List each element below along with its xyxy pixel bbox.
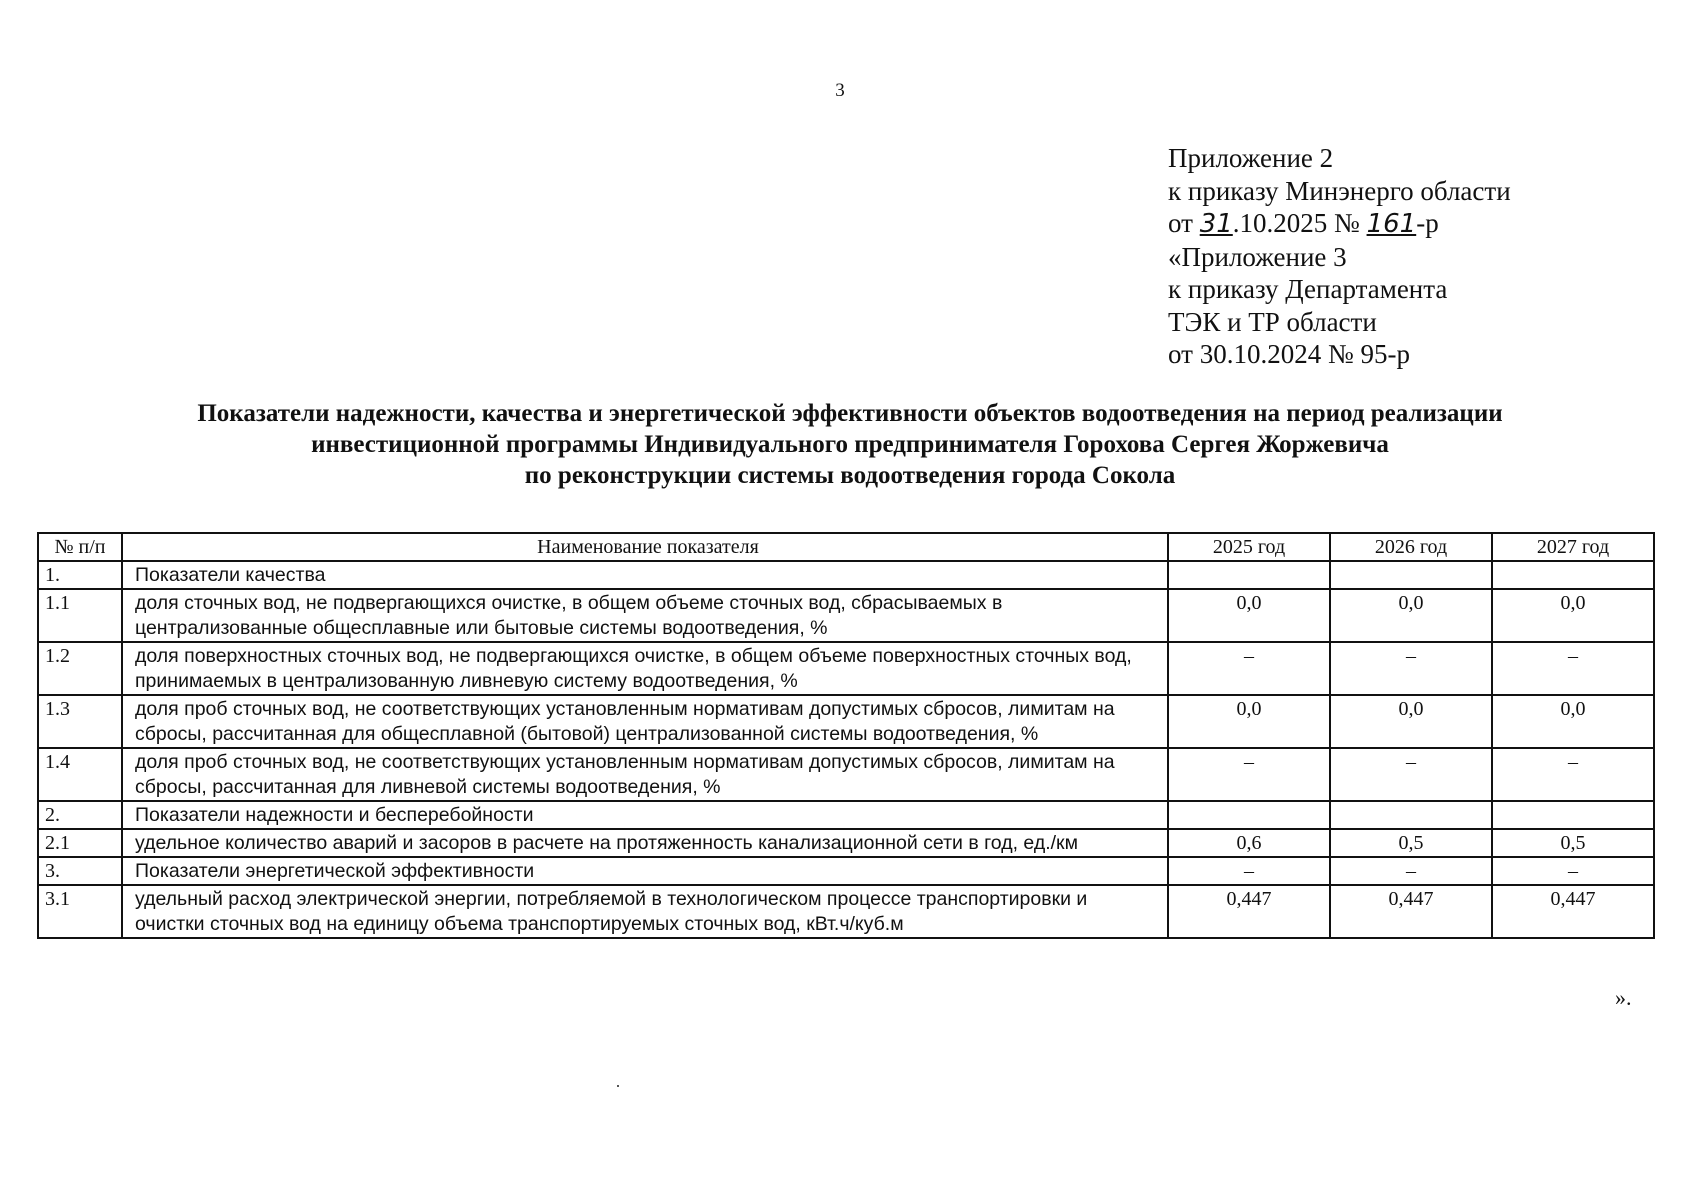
- table-row: [38, 589, 1654, 642]
- row-num: 1.: [38, 561, 122, 589]
- row-num: 1.2: [38, 642, 122, 695]
- header-2027: 2027 год: [1492, 533, 1654, 561]
- row-value-2027: –: [1492, 857, 1654, 885]
- appendix-line: от 30.10.2024 № 95-р: [1168, 339, 1410, 369]
- row-value-2027: 0,5: [1492, 829, 1654, 857]
- scan-speck: [617, 1085, 619, 1087]
- appendix-block: [1168, 142, 1511, 371]
- row-value-2027: [1492, 561, 1654, 589]
- table-row: [38, 829, 1654, 857]
- handwritten-day: 31: [1199, 209, 1233, 239]
- row-num: 1.4: [38, 748, 122, 801]
- appendix-line: «Приложение 3: [1168, 241, 1347, 272]
- document-title: [40, 398, 1660, 491]
- row-name: Показатели качества: [122, 561, 1168, 589]
- handwritten-order-number: 161: [1366, 209, 1417, 239]
- table-row: [38, 801, 1654, 829]
- appendix-order-prefix: от: [1168, 208, 1200, 238]
- appendix-line: ТЭК и ТР области: [1168, 306, 1377, 337]
- table-header-row: [38, 533, 1654, 561]
- table-row: [38, 642, 1654, 695]
- header-2026: 2026 год: [1330, 533, 1492, 561]
- table-row: [38, 561, 1654, 589]
- appendix-order-line: [1168, 207, 1511, 241]
- row-value-2025: [1168, 561, 1330, 589]
- row-value-2026: 0,447: [1330, 885, 1492, 938]
- row-value-2026: –: [1330, 748, 1492, 801]
- table-row: [38, 885, 1654, 938]
- row-value-2026: –: [1330, 642, 1492, 695]
- table-row: [38, 695, 1654, 748]
- row-value-2025: 0,6: [1168, 829, 1330, 857]
- row-value-2027: 0,0: [1492, 695, 1654, 748]
- row-name: Показатели надежности и бесперебойности: [122, 801, 1168, 829]
- appendix-order-suffix: -р: [1416, 208, 1439, 238]
- row-name: доля сточных вод, не подвергающихся очистке, в общем объеме сточных вод, сбрасываемых в централизованные общесплавные или бытовые системы водоотведения, %: [122, 589, 1168, 642]
- row-value-2026: 0,5: [1330, 829, 1492, 857]
- header-2025: 2025 год: [1168, 533, 1330, 561]
- appendix-line: Приложение 2: [1168, 143, 1334, 173]
- table-row: [38, 748, 1654, 801]
- row-value-2027: [1492, 801, 1654, 829]
- row-value-2025: –: [1168, 857, 1330, 885]
- row-name: доля проб сточных вод, не соответствующих установленным нормативам допустимых сбросов, лимитам на сбросы, рассчитанная для общесплавной (бытовой) централизованной системы водоотведения, %: [122, 695, 1168, 748]
- row-value-2026: –: [1330, 857, 1492, 885]
- row-value-2026: [1330, 561, 1492, 589]
- row-value-2025: 0,447: [1168, 885, 1330, 938]
- header-num: № п/п: [38, 533, 122, 561]
- row-value-2025: 0,0: [1168, 589, 1330, 642]
- row-value-2027: –: [1492, 642, 1654, 695]
- row-num: 3.: [38, 857, 122, 885]
- row-name: Показатели энергетической эффективности: [122, 857, 1168, 885]
- row-value-2026: [1330, 801, 1492, 829]
- appendix-line: к приказу Минэнерго области: [1168, 175, 1511, 206]
- appendix-order-mid: .10.2025 №: [1232, 208, 1367, 238]
- row-value-2026: 0,0: [1330, 695, 1492, 748]
- row-value-2025: –: [1168, 748, 1330, 801]
- row-value-2025: [1168, 801, 1330, 829]
- table-row: [38, 857, 1654, 885]
- row-num: 1.1: [38, 589, 122, 642]
- row-name: доля проб сточных вод, не соответствующих установленным нормативам допустимых сбросов, лимитам на сбросы, рассчитанная для ливневой системы водоотведения, %: [122, 748, 1168, 801]
- closing-quote-mark: ».: [1615, 985, 1632, 1010]
- page-number: 3: [835, 80, 845, 101]
- row-num: 2.: [38, 801, 122, 829]
- title-line: инвестиционной программы Индивидуального предпринимателя Горохова Сергея Жоржевича: [311, 431, 1389, 458]
- row-num: 2.1: [38, 829, 122, 857]
- row-value-2027: –: [1492, 748, 1654, 801]
- row-name: удельное количество аварий и засоров в расчете на протяженность канализационной сети в год, ед./км: [122, 829, 1168, 857]
- title-line: Показатели надежности, качества и энергетической эффективности объектов водоотведения на период реализации: [197, 400, 1503, 427]
- row-num: 3.1: [38, 885, 122, 938]
- row-value-2025: –: [1168, 642, 1330, 695]
- row-value-2026: 0,0: [1330, 589, 1492, 642]
- row-value-2027: 0,447: [1492, 885, 1654, 938]
- header-name: Наименование показателя: [122, 533, 1168, 561]
- indicators-table: [37, 532, 1655, 939]
- row-value-2025: 0,0: [1168, 695, 1330, 748]
- row-value-2027: 0,0: [1492, 589, 1654, 642]
- row-name: удельный расход электрической энергии, потребляемой в технологическом процессе транспортировки и очистки сточных вод на единицу объема транспортируемых сточных вод, кВт.ч/куб.м: [122, 885, 1168, 938]
- row-num: 1.3: [38, 695, 122, 748]
- row-name: доля поверхностных сточных вод, не подвергающихся очистке, в общем объеме поверхностных сточных вод, принимаемых в централизованную ливневую систему водоотведения, %: [122, 642, 1168, 695]
- appendix-line: к приказу Департамента: [1168, 274, 1448, 304]
- title-line: по реконструкции системы водоотведения города Сокола: [524, 462, 1176, 489]
